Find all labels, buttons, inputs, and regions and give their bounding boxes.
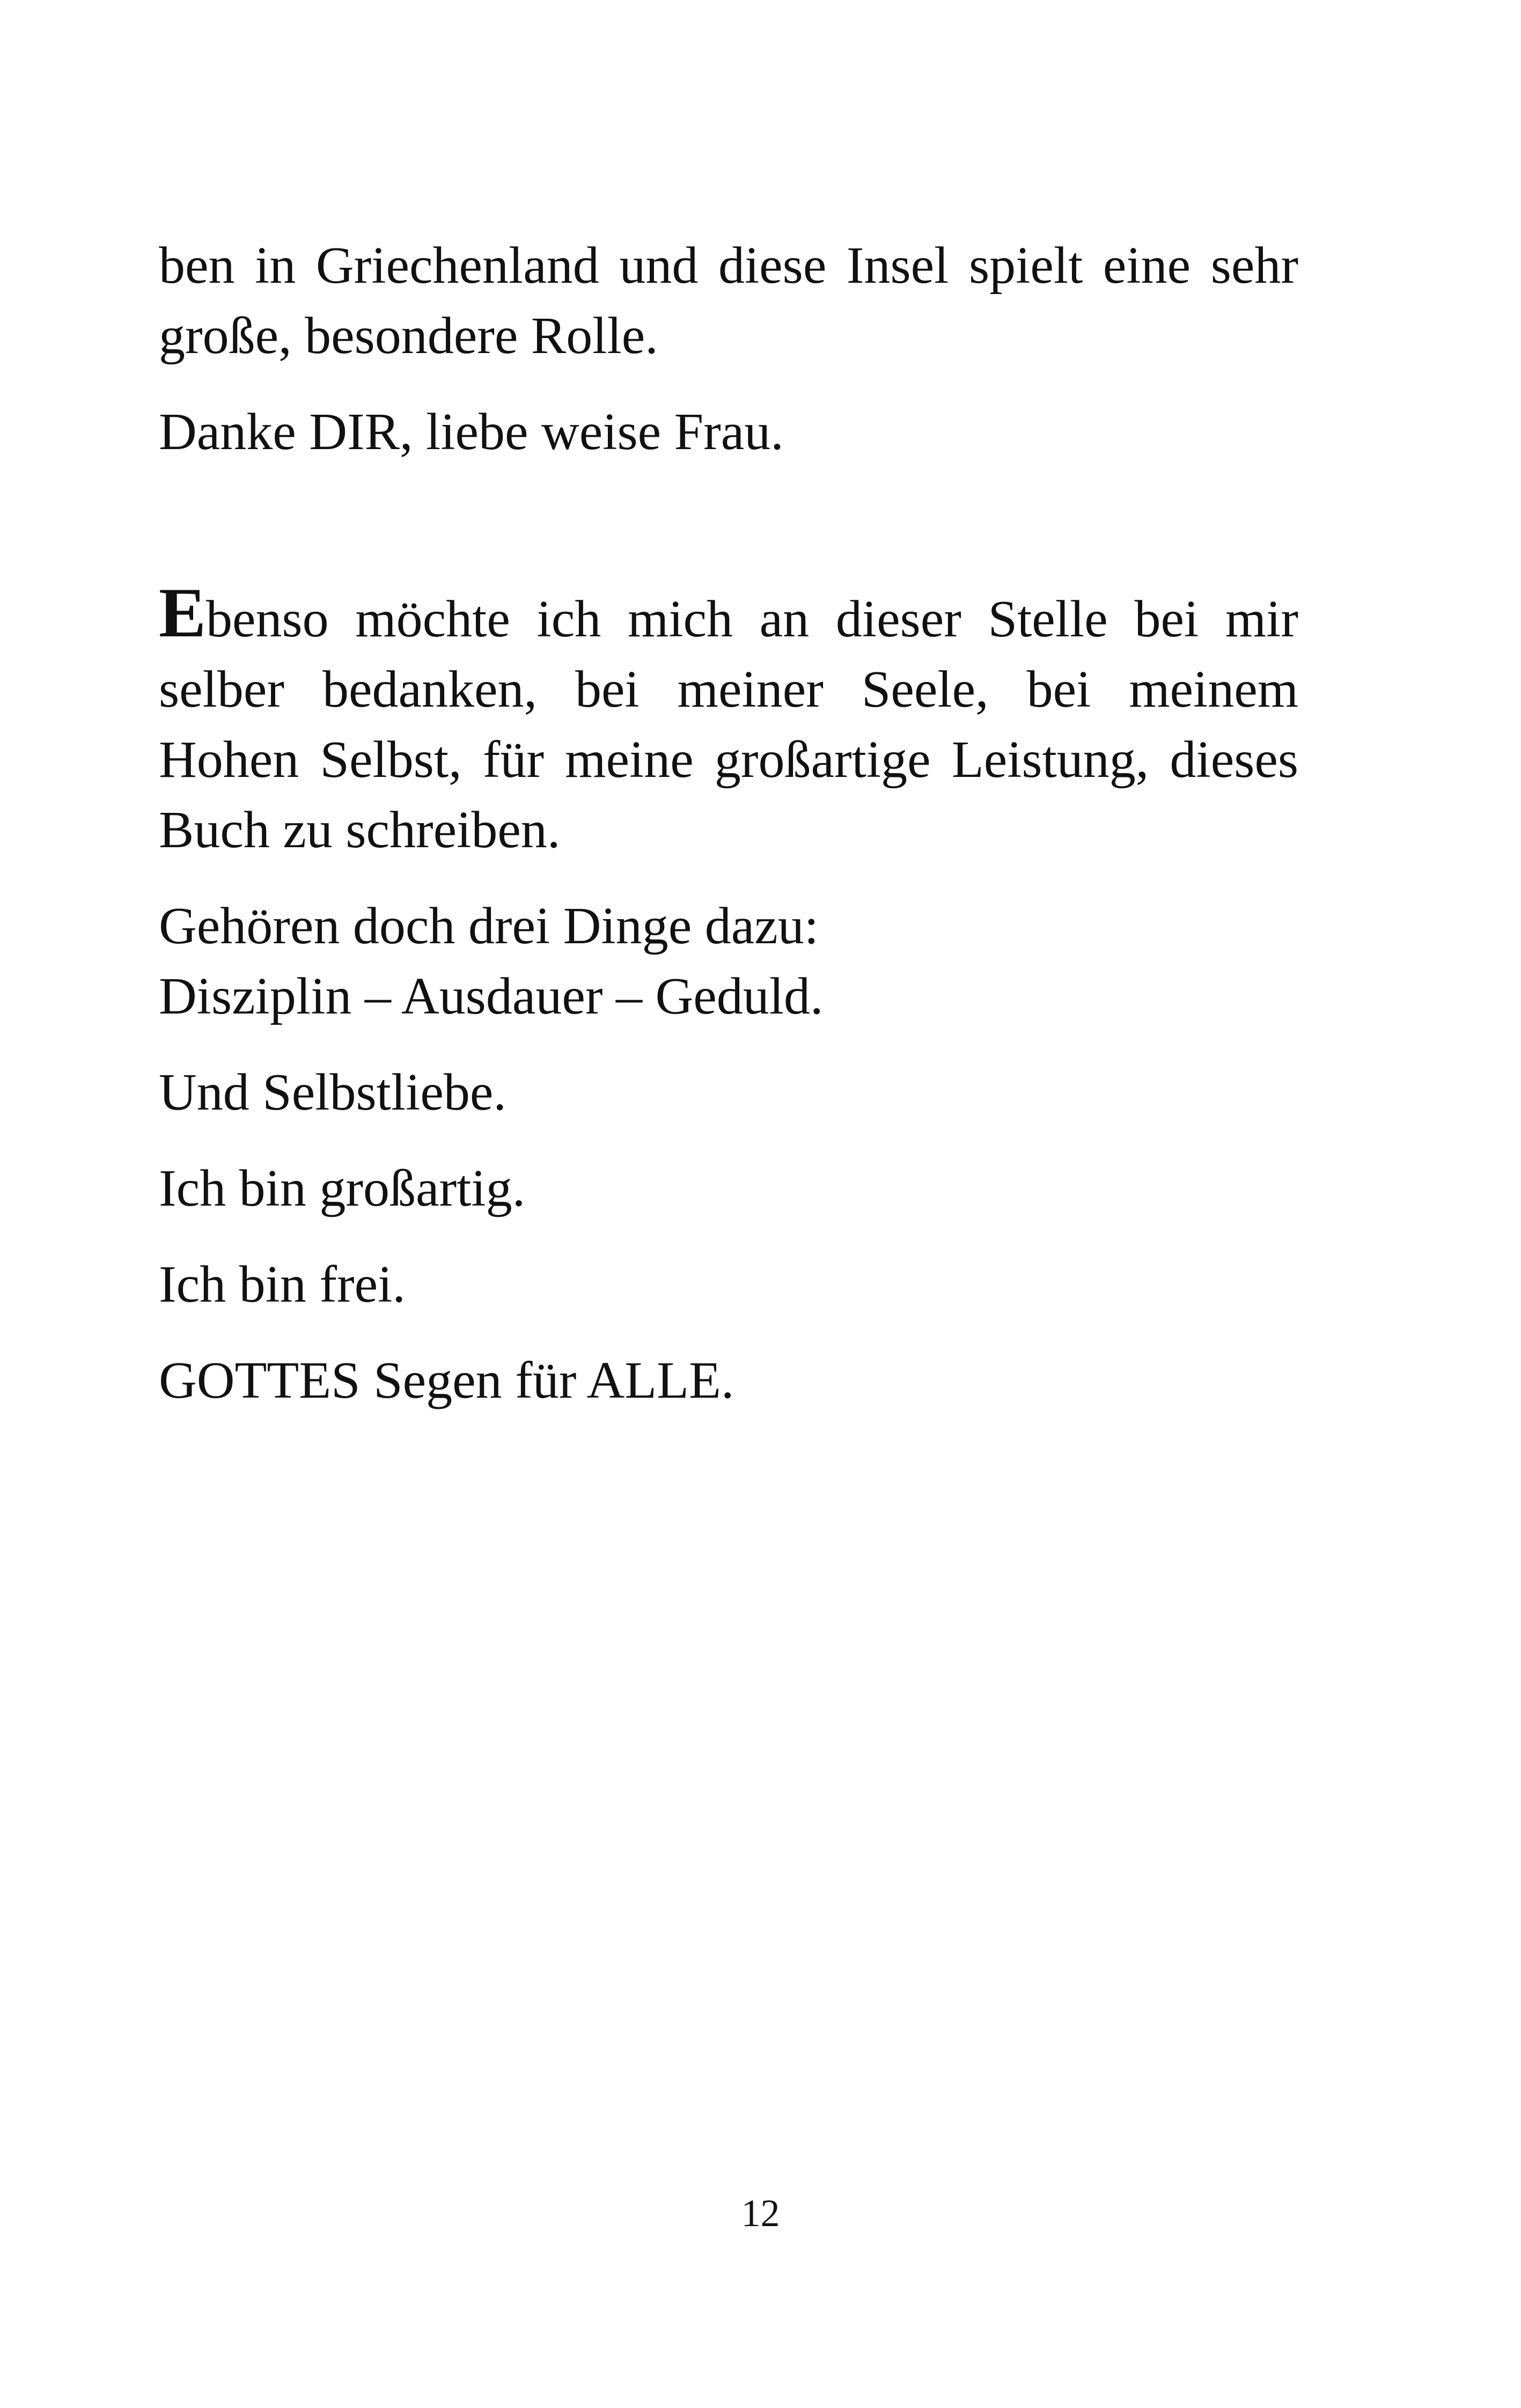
page-body [159,231,1298,1442]
section-gap [159,493,1298,584]
paragraph-thanks: Danke DIR, liebe weise Frau. [159,403,784,461]
paragraph-self-love: Und Selbstliebe. [159,1063,506,1121]
paragraph-great: Ich bin großartig. [159,1159,526,1217]
paragraph-self-thanks-text: benso möchte ich mich an dieser Stelle bei mir selber bedanken, bei meiner Seele, bei meinem Hohen Selbst, für meine großartige Leistung, dieses Buch zu schreiben. [159,590,1298,859]
paragraph-greece: ben in Griechenland und diese Insel spielt eine sehr große, besondere Rolle. [159,237,1298,365]
paragraph-self-thanks [159,573,1298,865]
paragraph-blessing: GOTTES Segen für ALLE. [159,1352,734,1409]
paragraph-three-things [159,891,1298,1032]
page-number: 12 [741,2192,780,2235]
paragraph-free: Ich bin frei. [159,1256,406,1313]
three-things-line: Gehören doch drei Dinge dazu: [159,897,819,955]
drop-initial: E [159,573,207,652]
virtues-line: Disziplin – Ausdauer – Geduld. [159,967,824,1025]
